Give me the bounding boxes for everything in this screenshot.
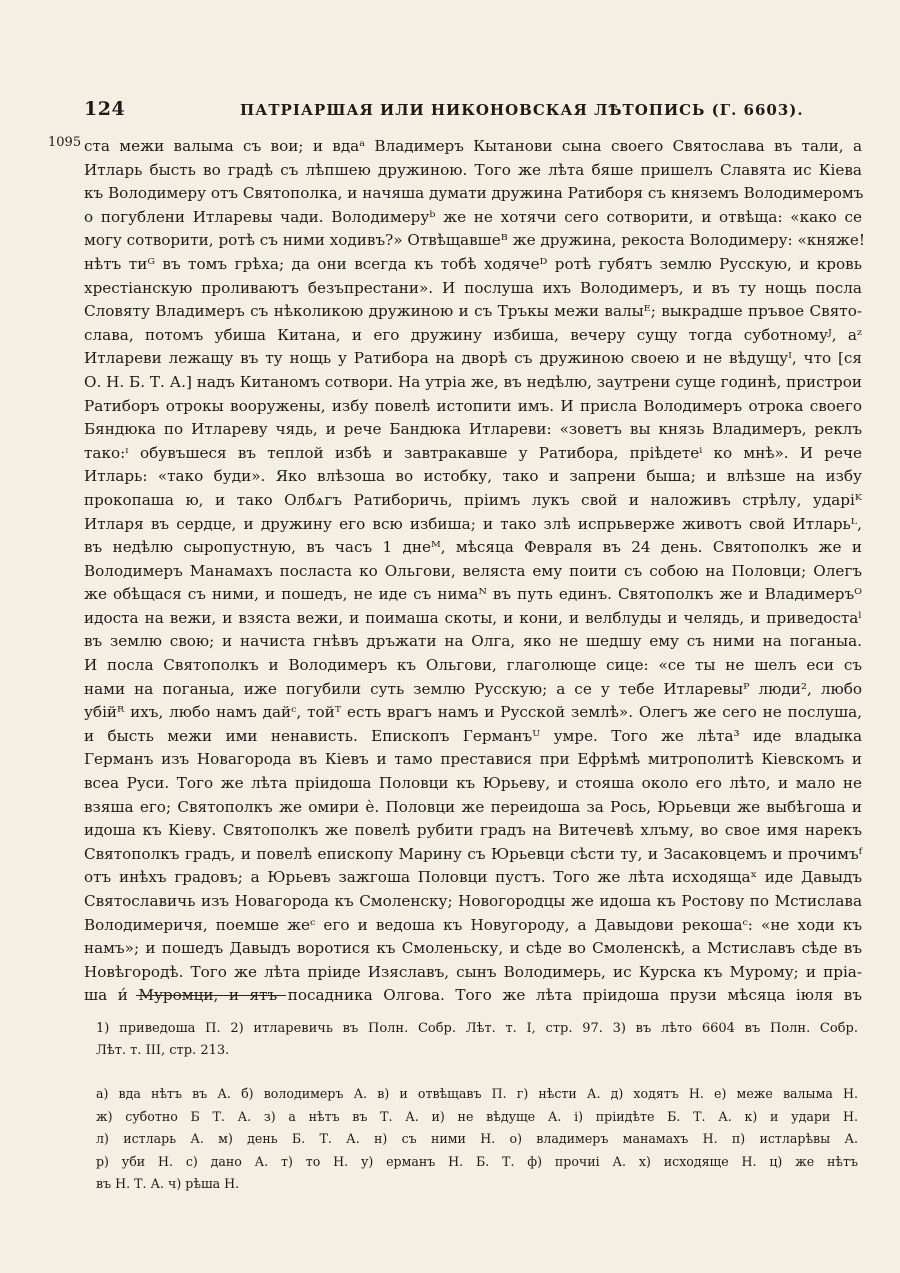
text-line: ста межи валыма съ вои; и вдаᵃ Владимеръ Кытанови сына своего Святослава въ тали, а	[84, 137, 862, 155]
text-line: Володимеричя, поемше жеᶜ его и ведоша къ Новугороду, а Давыдови рекошаᶜ: «не ходи къ	[84, 915, 862, 934]
text-line: же обѣщася съ ними, и пошедъ, не иде съ нимаᴺ въ путь единъ. Святополкъ же и Владимеръᴼ	[84, 585, 862, 604]
text-line: Итларя въ сердце, и дружину его всю избиша; и тако злѣ испрьверже животъ свой Итларьᴸ,	[84, 514, 862, 533]
text-line: идоста на вежи, и взяста вежи, и поимаша скоты, и кони, и велблуды и челядь, и приведостаˡ	[84, 608, 862, 627]
variant-line: ж) суботно Б Т. А. з) а нѣтъ въ Т. А. и) не вѣдуще А. і) пріидѣте Б. Т. А. к) и удари Н.	[96, 1108, 858, 1124]
text-line: слава, потомъ убиша Китана, и его дружину избиша, вечеру сущу тогда суботномуᴶ, аᶻ	[84, 325, 862, 344]
text-line: нѣтъ тиᴳ въ томъ грѣха; да они всегда къ тобѣ ходячеᴰ ротѣ губятъ землю Русскую, и кровь	[84, 254, 862, 273]
text-line: хрестіанскую проливаютъ безъпрестани». И послуша ихъ Володимеръ, и въ ту нощь посла	[84, 278, 862, 297]
text-line: Итлареви лежащу въ ту нощь у Ратибора на дворѣ съ дружиною своею и не вѣдущуᴵ, что [ся	[84, 349, 862, 368]
text-line: О. Н. Б. Т. А.] надъ Китаномъ сотвори. На утріа же, въ недѣлю, заутрени суще годинѣ, пристрои	[84, 372, 862, 391]
text-line: могу сотворити, ротѣ съ ними ходивъ?» Отвѣщавшеᴮ же дружина, рекоста Володимеру: «княже!	[84, 231, 865, 250]
text-line: Итларь: «тако буди». Яко влѣзоша во истобку, тако и запрени быша; и влѣзше на избу	[84, 467, 862, 486]
text-line: въ землю свою; и начиста гнѣвъ дръжати на Олга, яко не шедшу ему съ ними на поганыа.	[84, 632, 862, 651]
text-line: Володимеръ Манамахъ посласта ко Ольгови, веляста ему поити съ собою на Половци; Олегъ	[84, 561, 862, 580]
footnote-line: 1) приведоша П. 2) итларевичь въ Полн. Собр. Лѣт. т. I, стр. 97. 3) въ лѣто 6604 въ Полн. Собр.	[96, 1021, 858, 1036]
text-line: къ Володимеру отъ Святополка, и начяша думати дружина Ратиборя съ княземъ Володимеромъ	[84, 184, 864, 203]
text-line: ша и́ Муромци, и ятъ посадника Олгова. Того же лѣта пріидоша прузи мѣсяца іюля въ	[84, 986, 862, 1005]
text-line: въ недѣлю сыропустную, въ часъ 1 днеᴹ, мѣсяца Февраля въ 24 день. Святополкъ же и	[84, 538, 862, 557]
text-line: отъ инѣхъ градовъ; а Юрьевъ зажгоша Половци пустъ. Того же лѣта исходящаˣ иде Давыдъ	[84, 868, 862, 887]
text-line: идоша къ Кіеву. Святополкъ же повелѣ рубити градъ на Витечевѣ хлъму, во свое имя нарекъ	[84, 821, 862, 840]
footnotes	[96, 1018, 858, 1062]
text-line: и бысть межи ими ненависть. Епископъ Германъᵁ умре. Того же лѣта³ иде владыка	[84, 726, 862, 745]
running-title: ПАТРІАРШАЯ ИЛИ НИКОНОВСКАЯ ЛѢТОПИСЬ (Г. 6603).	[240, 101, 804, 119]
text-line: намъ»; и пошедъ Давыдъ воротися къ Смоленьску, и сѣде во Смоленскѣ, а Мстиславъ сѣде въ	[84, 939, 862, 958]
text-line: тако:ᶦ обувъшеся въ теплой избѣ и завтракавше у Ратибора, пріѣдетеⁱ ко мнѣ». И рече	[84, 443, 862, 462]
main-text	[48, 135, 865, 1008]
variant-line: л) истларь А. м) день Б. Т. А. н) съ ними Н. о) владимеръ манамахъ Н. п) истларѣвы А.	[96, 1131, 858, 1146]
text-line: нами на поганыа, иже погубили суть землю Русскую; а се у тебе Итларевыᴾ люди², любо	[84, 679, 862, 698]
text-line: убiйᴿ ихъ, любо намъ дайᶜ, тойᵀ есть врагъ намъ и Русской землѣ». Олегъ же сего не послуша,	[84, 703, 862, 722]
variant-line: р) уби Н. с) дано А. т) то Н. у) ерманъ Н. Б. Т. ф) прочиі А. х) исходяще Н. ц) же нѣтъ	[96, 1153, 858, 1169]
text-line: Бяндюка по Итлареву чядь, и рече Бандюка Итлареви: «зоветъ вы князь Владимеръ, реклъ	[84, 420, 862, 439]
year-marker: 1095	[48, 135, 82, 150]
text-line: Словяту Владимеръ съ нѣколикою дружиною и съ Тръкы межи валыᴱ; выкрадше пръвое Свято-	[84, 302, 862, 321]
text-line: о погублени Итларевы чади. Володимеруᵇ же не хотячи сего сотворити, и отвѣща: «како се	[84, 207, 862, 226]
text-line: Германъ изъ Новагорода въ Кіевъ и тамо преставися при Ефрѣмѣ митрополитѣ Кіевскомъ и	[84, 750, 862, 769]
page-number: 124	[84, 98, 126, 120]
page-header	[84, 98, 804, 122]
text-line: всеа Руси. Того же лѣта пріидоша Половци къ Юрьеву, и стояша около его лѣто, и мало не	[84, 774, 862, 793]
text-line: взяша его; Святополкъ же омири ѐ. Половци же переидоша за Рось, Юрьевци же выбѣгоша и	[84, 797, 862, 816]
variant-readings	[96, 1083, 858, 1196]
text-line: Святополкъ градъ, и повелѣ епископу Марину съ Юрьевци сѣсти ту, и Засаковцемъ и прочимъᶠ	[84, 844, 862, 863]
text-line: Святославичь изъ Новагорода къ Смоленску; Новогородцы же идоша къ Ростову по Мстислава	[84, 892, 862, 910]
text-line: Ратиборъ отрокы вооружены, избу повелѣ истопити имъ. И присла Володимеръ отрока своего	[84, 396, 862, 415]
footnote-divider	[136, 995, 286, 996]
variant-line: а) вда нѣтъ въ А. б) володимеръ А. в) и отвѣщавъ П. г) нѣсти А. д) ходятъ Н. е) меже валыма Н.	[96, 1086, 858, 1101]
footnote-line: Лѣт. т. III, стр. 213.	[96, 1043, 230, 1058]
text-line: И посла Святополкъ и Володимеръ къ Ольгови, глаголюще сице: «се ты не шелъ еси съ	[84, 656, 862, 675]
text-line: Новѣгородѣ. Того же лѣта пріиде Изяславъ, сынъ Володимерь, ис Курска къ Мурому; и пріа-	[84, 962, 862, 981]
text-line: прокопаша ю, и тако Олбѧгъ Ратиборичь, пріимъ лукъ свой и наложивъ стрѣлу, ударiᴷ	[84, 490, 862, 509]
text-line: Итларь бысть во градѣ съ лѣпшею дружиною. Того же лѣта бяше пришелъ Славята ис Кіева	[84, 160, 862, 179]
variant-line: въ Н. Т. А. ч) рѣша Н.	[96, 1176, 240, 1191]
